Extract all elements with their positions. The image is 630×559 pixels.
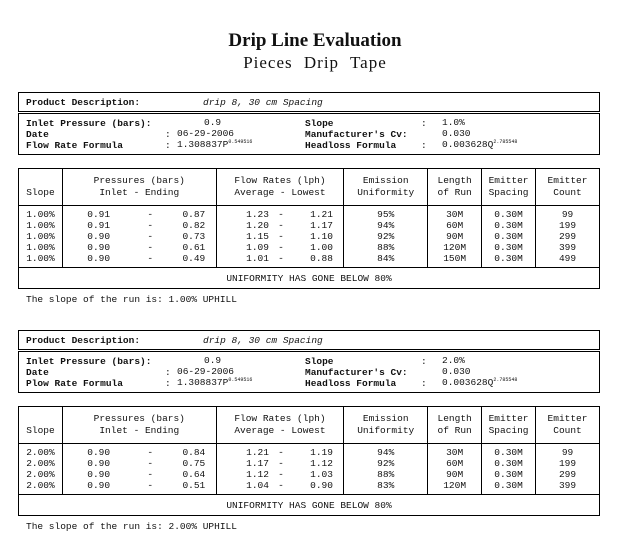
inlet-pressure-value: 0.9 [204,355,222,366]
table-row [19,480,600,495]
slope-column-header: Slope [19,407,63,444]
pressures-cell: 0.90 - 0.84 [62,444,216,459]
report-title: Drip Line Evaluation [228,30,402,51]
pressures-cell: 0.90 - 0.73 [62,231,216,242]
length-cell: 90M [428,231,482,242]
headloss-value [442,377,517,388]
parameters-box [18,351,600,393]
flow-formula-exponent: 0.549516 [228,139,253,145]
slope-statement: The slope of the run is: 1.00% UPHILL [26,294,237,305]
table-row [19,253,600,268]
emitter-spacing-cell: 0.30M [482,231,536,242]
emission-uniformity-cell: 88% [344,469,428,480]
slope-statement: The slope of the run is: 2.00% UPHILL [26,521,237,532]
table-row [19,444,600,459]
date-label: Date [26,129,49,140]
emission-uniformity-cell: 92% [344,231,428,242]
table-row [19,242,600,253]
slope-cell: 2.00% [19,480,63,495]
flow-formula-colon: : [165,140,171,151]
headloss-label: Headloss Formula [305,378,397,389]
slope-cell: 1.00% [19,231,63,242]
evaluation-table [18,168,600,289]
flow-rates-column-header: Flow Rates (lph) Average - Lowest [216,169,344,206]
pressures-column-header: Pressures (bars) Inlet - Ending [62,407,216,444]
inlet-pressure-label: Inlet Pressure (bars): [26,356,152,367]
headloss-value [442,139,517,150]
product-description-label: Product Description: [26,97,141,108]
report-subtitle: Pieces Drip Tape [243,53,387,72]
emitter-count-cell: 299 [536,469,600,480]
emission-uniformity-column-header: Emission Uniformity [344,407,428,444]
slope-label: Slope [305,118,334,129]
flow-rates-cell: 1.20 - 1.17 [216,220,344,231]
length-cell: 120M [428,480,482,495]
slope-cell: 2.00% [19,458,63,469]
slope-cell: 1.00% [19,206,63,221]
table-row [19,231,600,242]
emitter-spacing-cell: 0.30M [482,206,536,221]
emission-uniformity-cell: 94% [344,220,428,231]
flow-rates-cell: 1.04 - 0.90 [216,480,344,495]
flow-formula-value [177,377,252,388]
headloss-base: 0.003628Q [442,139,494,150]
length-cell: 60M [428,458,482,469]
emitter-count-cell: 299 [536,231,600,242]
emitter-count-cell: 199 [536,458,600,469]
flow-formula-value [177,139,252,150]
uniformity-warning: UNIFORMITY HAS GONE BELOW 80% [19,268,600,289]
evaluation-table [18,406,600,516]
parameters-box [18,113,600,155]
slope-cell: 1.00% [19,253,63,268]
flow-rates-cell: 1.01 - 0.88 [216,253,344,268]
emitter-count-cell: 99 [536,444,600,459]
slope-column-header: Slope [19,169,63,206]
pressures-cell: 0.90 - 0.75 [62,458,216,469]
emission-uniformity-cell: 92% [344,458,428,469]
emitter-count-cell: 99 [536,206,600,221]
emitter-count-column-header: Emitter Count [536,169,600,206]
date-value: 06-29-2006 [177,366,235,377]
headloss-exponent: 2.785548 [493,139,518,145]
length-column-header: Length of Run [428,169,482,206]
cv-label: Manufacturer's Cv: [305,129,408,140]
flow-formula-label: Plow Rate Formula [26,378,123,389]
flow-rates-cell: 1.12 - 1.03 [216,469,344,480]
length-cell: 30M [428,206,482,221]
pressures-cell: 0.90 - 0.51 [62,480,216,495]
flow-rates-cell: 1.21 - 1.19 [216,444,344,459]
headloss-base: 0.003628Q [442,377,494,388]
product-description-box [18,92,600,112]
emitter-spacing-cell: 0.30M [482,253,536,268]
emitter-spacing-cell: 0.30M [482,469,536,480]
slope-value: 2.0% [442,355,465,366]
headloss-exponent: 2.785548 [493,377,518,383]
slope-colon: : [421,356,427,367]
emitter-count-cell: 499 [536,253,600,268]
emission-uniformity-cell: 84% [344,253,428,268]
emission-uniformity-cell: 88% [344,242,428,253]
emitter-count-cell: 399 [536,242,600,253]
length-cell: 60M [428,220,482,231]
product-description-box [18,330,600,350]
pressures-column-header: Pressures (bars) Inlet - Ending [62,169,216,206]
length-cell: 150M [428,253,482,268]
flow-formula-label: Flow Rate Formula [26,140,123,151]
table-row [19,220,600,231]
emitter-spacing-cell: 0.30M [482,220,536,231]
length-cell: 90M [428,469,482,480]
slope-cell: 1.00% [19,220,63,231]
emission-uniformity-cell: 95% [344,206,428,221]
flow-rates-cell: 1.15 - 1.10 [216,231,344,242]
pressures-cell: 0.90 - 0.64 [62,469,216,480]
date-value: 06-29-2006 [177,128,235,139]
emitter-spacing-column-header: Emitter Spacing [482,407,536,444]
headloss-label: Headloss Formula [305,140,397,151]
product-description-value: drip 8, 30 cm Spacing [203,97,323,108]
inlet-pressure-label: Inlet Pressure (bars): [26,118,152,129]
flow-rates-column-header: Flow Rates (lph) Average - Lowest [216,407,344,444]
emission-uniformity-cell: 83% [344,480,428,495]
slope-label: Slope [305,356,334,367]
pressures-cell: 0.90 - 0.49 [62,253,216,268]
flow-rates-cell: 1.17 - 1.12 [216,458,344,469]
emitter-spacing-cell: 0.30M [482,444,536,459]
emitter-spacing-cell: 0.30M [482,480,536,495]
pressures-cell: 0.91 - 0.87 [62,206,216,221]
date-colon: : [165,129,171,140]
emitter-count-cell: 399 [536,480,600,495]
slope-cell: 2.00% [19,469,63,480]
product-description-value: drip 8, 30 cm Spacing [203,335,323,346]
flow-formula-base: 1.308837P [177,377,229,388]
table-row [19,206,600,221]
emitter-spacing-cell: 0.30M [482,242,536,253]
flow-formula-exponent: 0.549516 [228,377,253,383]
flow-rates-cell: 1.23 - 1.21 [216,206,344,221]
emitter-count-cell: 199 [536,220,600,231]
date-label: Date [26,367,49,378]
pressures-cell: 0.90 - 0.61 [62,242,216,253]
product-description-label: Product Description: [26,335,141,346]
headloss-colon: : [421,140,427,151]
cv-value: 0.030 [442,366,471,377]
table-header-row [19,169,600,206]
cv-value: 0.030 [442,128,471,139]
uniformity-warning: UNIFORMITY HAS GONE BELOW 80% [19,495,600,516]
emission-uniformity-column-header: Emission Uniformity [344,169,428,206]
slope-value: 1.0% [442,117,465,128]
length-cell: 30M [428,444,482,459]
flow-formula-colon: : [165,378,171,389]
slope-colon: : [421,118,427,129]
headloss-colon: : [421,378,427,389]
table-header-row [19,407,600,444]
emitter-spacing-column-header: Emitter Spacing [482,169,536,206]
inlet-pressure-value: 0.9 [204,117,222,128]
cv-label: Manufacturer's Cv: [305,367,408,378]
slope-cell: 2.00% [19,444,63,459]
pressures-cell: 0.91 - 0.82 [62,220,216,231]
emitter-count-column-header: Emitter Count [536,407,600,444]
table-row [19,469,600,480]
emitter-spacing-cell: 0.30M [482,458,536,469]
length-cell: 120M [428,242,482,253]
slope-cell: 1.00% [19,242,63,253]
date-colon: : [165,367,171,378]
table-row [19,458,600,469]
flow-formula-base: 1.308837P [177,139,229,150]
length-column-header: Length of Run [428,407,482,444]
emission-uniformity-cell: 94% [344,444,428,459]
flow-rates-cell: 1.09 - 1.00 [216,242,344,253]
